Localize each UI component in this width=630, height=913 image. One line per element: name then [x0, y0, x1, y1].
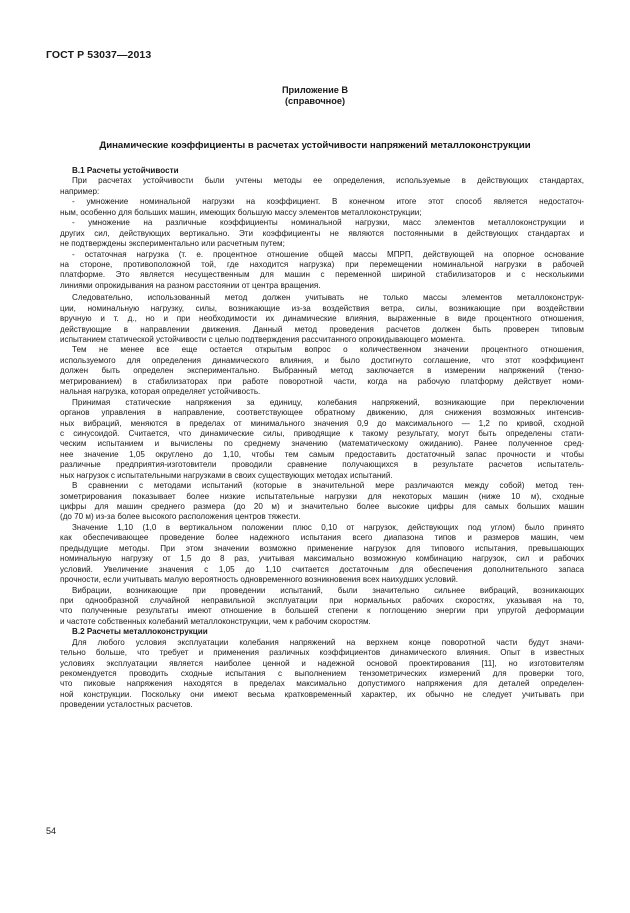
text-line: (до 70 м) из-за более высокого расположения центров тяжести.: [60, 512, 301, 522]
text-line: тельно больше, что требует и применения различных коэффициентов динамического влияния. Опыт в известных: [60, 648, 584, 658]
text-line: что пиковые напряжения находятся в пределах максимально допустимого напряжения для деталей определен-: [60, 679, 584, 689]
text-line: например:: [60, 186, 100, 196]
text-line: используемого для определения динамического влияния, и было достигнуто соглашение, что этот коэффициент: [60, 355, 584, 365]
text-line: номинальную нагрузку от 1,5 до 8 раз, учитывая максимально возможную комбинацию нагрузок, сил и рабочих: [60, 554, 584, 564]
text-line: метрированием) в стабилизаторах при работе поворотной части, когда на рабочую платформу действует номи-: [60, 376, 584, 386]
text-line: ных нагрузок с испытательными нагрузками в своих существующих методах испытаний.: [60, 470, 393, 480]
text-line: Принимая статические напряжения за единицу, колебания напряжений, возникающие при переключении: [72, 397, 584, 407]
text-line: нее значение 1,05 округлено до 1,10, чтобы тем самым предоставить достаточный запас прочности и чтобы: [60, 449, 584, 459]
list-item: [60, 218, 584, 249]
list-item: [60, 250, 584, 292]
text-line: Следовательно, использованный метод должен учитывать не только массы элементов металлоконструк-: [72, 293, 584, 303]
text-line: ных вибраций, меняются в пределах от минимального значения 0,9 до максимального — 1,2 по кривой, сходной: [60, 418, 584, 428]
text-line: платформе. Это является несущественным для машин с переменной шириной стабилизаторов и с несколькими: [60, 270, 584, 280]
text-line: при однообразной случайной неправильной эксплуатации при нормальных рабочих скоростях, указывая на то,: [60, 595, 584, 605]
text-line: испытанием статической устойчивости с целью подтверждения рассчитанного опрокидывающего момента.: [60, 335, 466, 344]
text-line: что полученные результаты имеют отношение в большей степени к поглощению энергии при упругой деформации: [60, 606, 584, 616]
text-line: и частоте собственных колебаний металлоконструкции, чем к рабочим скоростям.: [60, 616, 371, 626]
paragraph: [60, 481, 584, 523]
text-line: условий. Увеличение значения с 1,05 до 1,10 считается достаточным для обеспечения дополнительного запаса: [60, 564, 584, 574]
text-line: линиями опрокидывания на разном расстоянии от центра вращения.: [60, 280, 321, 290]
text-line: При расчетах устойчивости были учтены методы ее определения, используемые в действующих стандартах,: [72, 176, 584, 186]
section-heading-b1: В.1 Расчеты устойчивости: [72, 166, 179, 175]
text-line: действующие в направлении движения. Данный метод проведения расчетов должен быть проверен типовым: [60, 324, 584, 334]
text-line: рекомендуется проводить сходные испытания с выполнением тензометрических измерений для проверки того,: [60, 669, 584, 678]
list-item: [60, 197, 584, 218]
text-line: ным, особенно для больших машин, имеющих большую массу элементов металлоконструкции;: [60, 207, 422, 217]
text-line: органов управления в направление, соответствующее обратному движению, для снижения возможных интенсив-: [60, 408, 584, 418]
text-line: Вибрации, возникающие при проведении испытаний, были значительно сильнее вибраций, возникающих: [72, 585, 584, 595]
text-line: проведении усталостных расчетов.: [60, 700, 193, 710]
text-line: вручную и т. д., но и при необходимости их динамические влияния, выраженные в виде процентного отношения,: [60, 314, 584, 324]
text-line: В сравнении с методами испытаний (которые в значительной мере различаются между собой) метод тен-: [72, 481, 584, 491]
body-text: [60, 166, 584, 711]
text-line: условиях эксплуатации является наиболее ценной и надежной основой проектирования [11], но изготовителям: [60, 658, 584, 668]
paragraph: [60, 176, 584, 197]
document-code: ГОСТ Р 53037—2013: [46, 49, 152, 61]
text-line: ческим испытанием и вычислены по среднему значению (математическому ожиданию). Ранее полученное сред-: [60, 439, 584, 449]
text-line: на стороне, противоположной той, где находится нагрузка) при перемещении номинальной нагрузки в рабочей: [60, 259, 584, 269]
text-line: предыдущие методы. При этом значении возможно применение нагрузок для типового испытания, превышающих: [60, 543, 584, 553]
text-line: как обеспечивающее проведение более надежного испытания всего диапазона типов и размеров машин, чем: [60, 533, 584, 543]
text-line: прочности, если учитывать малую вероятность одновременного возникновения всех наихудших условий.: [60, 575, 459, 585]
text-line: нальная нагрузка, которая определяет устойчивость.: [60, 387, 261, 397]
document-title: Динамические коэффициенты в расчетах устойчивости напряжений металлоконструкции: [99, 140, 531, 151]
text-line: - остаточная нагрузка (т. е. процентное отношение общей массы МПРП, действующей на опорное основание: [72, 249, 584, 259]
paragraph: [60, 398, 584, 482]
text-line: ции, номинальную нагрузку, силы, возникающие из-за воздействия ветра, силы, возникающие при воздействии: [60, 303, 584, 313]
paragraph: [60, 523, 584, 586]
section-heading-b2: В.2 Расчеты металлоконструкции: [72, 627, 208, 637]
text-line: зометрирования показывает более низкие испытательные нагрузки для некоторых машин (ниже 10 м), сходные: [60, 491, 584, 501]
text-line: должен быть определен экспериментально. Выбранный метод заключается в измерении напряжений (тензо-: [60, 366, 584, 376]
text-line: Тем не менее все еще остается открытым вопрос о количественном значении процентного отношения,: [72, 345, 584, 355]
paragraph: [60, 345, 584, 397]
paragraph: [60, 638, 584, 711]
text-line: различные предприятия-изготовители проводили сравнение получающихся в результате расчетов испытатель-: [60, 460, 584, 470]
text-line: ной конструкции. Поскольку они имеют весьма кратковременный характер, их обычно не следует учитывать при: [60, 689, 584, 699]
paragraph: [60, 293, 584, 345]
paragraph: [60, 586, 584, 628]
text-line: Для любого условия эксплуатации колебания напряжений на верхнем конце поворотной части будут значи-: [72, 637, 584, 647]
appendix-note: (справочное): [284, 96, 345, 106]
text-line: - умножение на различные коэффициенты номинальной нагрузки, масс элементов металлоконструкции и: [72, 218, 584, 228]
text-line: с синусоидой. Считается, что динамические силы, приводящие к такому результату, могут быть определены стати-: [60, 428, 584, 438]
text-line: не подтверждены экспериментально или расчетным путем;: [60, 239, 285, 249]
text-line: Значение 1,10 (1,0 в вертикальном положении плюс 0,10 от нагрузок, действующих под углом) было принято: [72, 522, 584, 532]
appendix-label: Приложение В: [281, 85, 349, 95]
text-line: других сил, действующих вертикально. Эти коэффициенты не являются постоянными в действующих стандартах и: [60, 228, 584, 238]
text-line: - умножение номинальной нагрузки на коэффициент. В конечном итоге этот способ является недостаточ-: [72, 197, 584, 207]
page-number: 54: [46, 826, 57, 836]
text-line: цифры для машин среднего размера (до 20 м) и значительно более высокие цифры для самых больших машин: [60, 502, 584, 511]
